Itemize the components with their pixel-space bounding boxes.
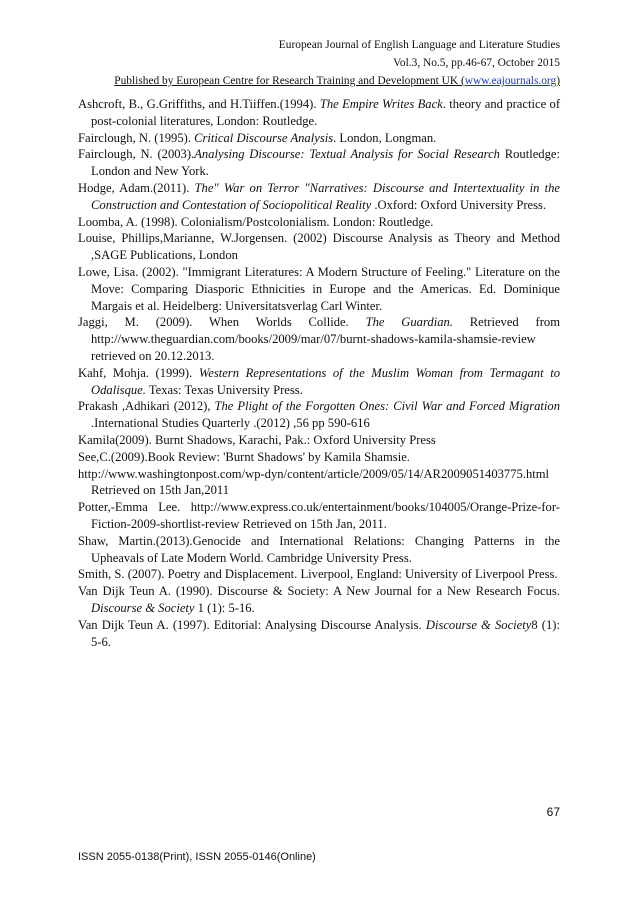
reference-details: . theory and practice of post-colonial literatures, London: Routledge. [91, 97, 561, 128]
reference-title: Discourse & Society [425, 617, 532, 632]
reference-entry [78, 398, 560, 432]
reference-text: Van Dijk Teun A. (1997). Editorial: Analysing Discourse Analysis. [78, 617, 426, 632]
publisher-text: Published by European Centre for Research Training and Development UK ( [114, 75, 465, 87]
reference-text: Smith, S. (2007). Poetry and Displacement. Liverpool, England: University of Liverpool Press. [78, 567, 558, 582]
reference-text: Ashcroft, B., G.Griffiths, and H.Tiiffen.(1994). [78, 97, 320, 111]
issn-footer: ISSN 2055-0138(Print), ISSN 2055-0146(Online) [78, 851, 316, 863]
reference-text: Fairclough, N. (2003). [78, 147, 195, 162]
reference-entry [78, 449, 560, 466]
journal-website-link[interactable]: www.eajournals.org [464, 75, 557, 87]
reference-details: . London, Longman. [333, 130, 437, 145]
volume-info: Vol.3, No.5, pp.46-67, October 2015 [393, 57, 560, 69]
reference-text: See,C.(2009).Book Review: 'Burnt Shadows' by Kamila Shamsie. [78, 449, 410, 464]
reference-details: Texas: Texas University Press. [145, 382, 303, 397]
reference-details: .International Studies Quarterly .(2012) ,56 pp 590-616 [91, 416, 370, 431]
reference-text: Kahf, Mohja. (1999). [78, 365, 199, 380]
reference-entry [78, 180, 560, 214]
page-number: 67 [546, 805, 560, 819]
journal-header [114, 36, 560, 90]
reference-title: The Guardian. [365, 315, 453, 330]
reference-entry [78, 583, 560, 617]
publisher-line [114, 72, 560, 90]
reference-text: Jaggi, M. (2009). When Worlds Collide. [78, 315, 366, 330]
reference-title: Western Representations of the Muslim Woman from Termagant to Odalisque. [91, 365, 561, 397]
reference-title: The Empire Writes Back [319, 97, 443, 111]
reference-text: Kamila(2009). Burnt Shadows, Karachi, Pak.: Oxford University Press [78, 432, 436, 447]
reference-text: Prakash ,Adhikari (2012), [78, 399, 215, 414]
reference-entry [78, 432, 560, 449]
reference-title: Critical Discourse Analysis [194, 130, 334, 145]
reference-title: The" War on Terror "Narratives: Discourse and Intertextuality in the Construction and Contestation of Sociopolitical Reality [91, 180, 560, 212]
reference-entry [78, 499, 560, 533]
reference-text: http://www.washingtonpost.com/wp-dyn/content/article/2009/05/14/AR2009051403775.html Retrieved on 15th Jan,2011 [78, 466, 550, 498]
reference-entry [78, 314, 560, 364]
reference-entry [78, 533, 560, 567]
reference-details: Routledge: London and New York. [91, 147, 560, 179]
reference-text: Potter,-Emma Lee. http://www.express.co.uk/entertainment/books/104005/Orange-Prize-for-Fiction-2009-shortlist-review Retrieved on 15th Jan, 2011. [78, 500, 560, 531]
reference-entry [78, 130, 560, 147]
reference-entry [78, 146, 560, 180]
reference-title: The Plight of the Forgotten Ones: Civil War and Forced Migration [214, 399, 560, 414]
reference-text: Shaw, Martin.(2013).Genocide and International Relations: Changing Patterns in the Upheavals of Late Modern World. Cambridge University Press. [78, 533, 560, 565]
reference-details: Retrieved from http://www.theguardian.com/books/2009/mar/07/burnt-shadows-kamila-shamsie-review retrieved on 20.12.2013. [91, 315, 561, 363]
reference-details: .Oxford: Oxford University Press. [371, 197, 547, 212]
reference-title: Discourse & Society [91, 600, 195, 615]
reference-details: 8 (1): 5-6. [91, 617, 560, 649]
reference-details: 1 (1): 5-16. [194, 600, 255, 615]
publisher-close: ) [556, 75, 560, 87]
reference-list [78, 96, 560, 650]
reference-entry [78, 264, 560, 314]
reference-text: Louise, Phillips,Marianne, W.Jorgensen. (2002) Discourse Analysis as Theory and Method ,SAGE Publications, London [78, 231, 560, 263]
reference-text: Hodge, Adam.(2011). [78, 180, 195, 195]
reference-entry [78, 214, 560, 231]
reference-title: Analysing Discourse: Textual Analysis for Social Research [194, 147, 500, 162]
reference-entry [78, 365, 560, 399]
reference-text: Lowe, Lisa. (2002). "Immigrant Literatures: A Modern Structure of Feeling." Literature on the Move: Comparing Diasporic Ethnicities in Europe and the Americas. Ed. Dominique Margais et al. Heidelberg: Universitatsverlag Carl Winter. [78, 264, 560, 313]
reference-entry [78, 466, 560, 500]
reference-text: Loomba, A. (1998). Colonialism/Postcolonialism. London: Routledge. [78, 214, 434, 229]
reference-entry [78, 230, 560, 264]
journal-title: European Journal of English Language and Literature Studies [278, 39, 560, 51]
reference-entry [78, 566, 560, 583]
reference-entry [78, 96, 560, 130]
reference-text: Van Dijk Teun A. (1990). Discourse & Society: A New Journal for a New Research Focus. [78, 584, 560, 599]
reference-text: Fairclough, N. (1995). [78, 130, 195, 145]
reference-entry [78, 617, 560, 651]
